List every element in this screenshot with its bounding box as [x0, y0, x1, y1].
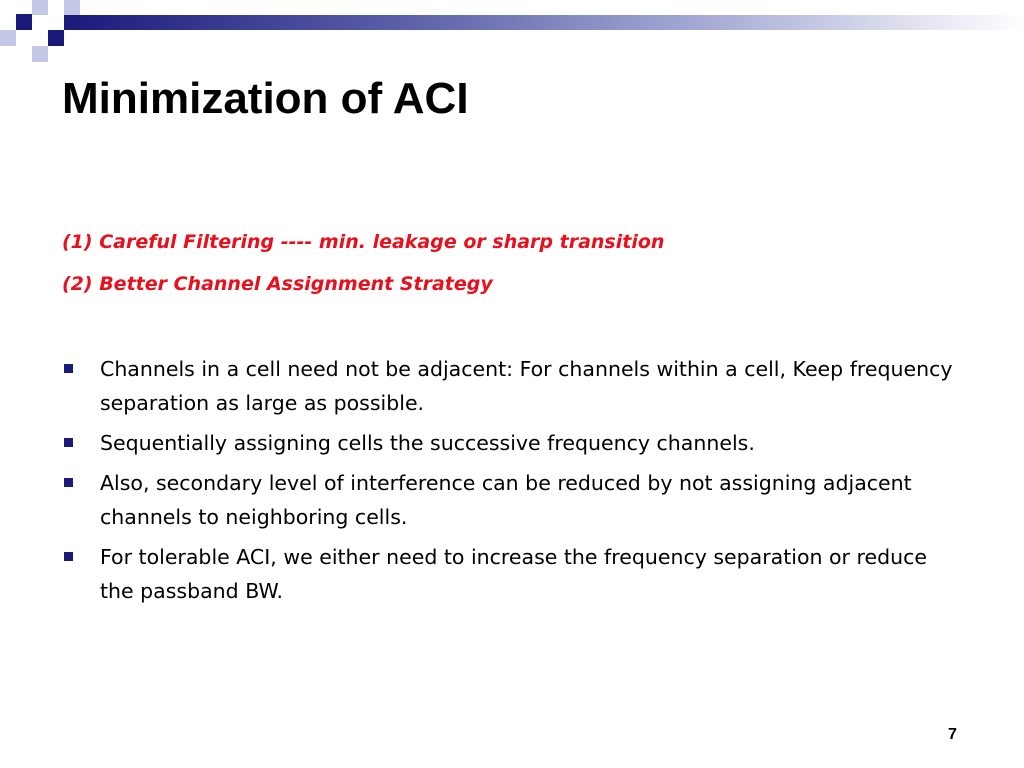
square-bullet-icon [64, 438, 73, 447]
highlight-line-2: (2) Better Channel Assignment Strategy [62, 273, 493, 295]
corner-square-icon [16, 14, 32, 30]
bullet-list [62, 352, 962, 614]
bullet-item [62, 540, 962, 608]
header-gradient-bar [64, 15, 1024, 30]
bullet-text: Sequentially assigning cells the successive frequency channels. [100, 431, 755, 455]
bullet-text: Channels in a cell need not be adjacent: For channels within a cell, Keep frequency separation as large as possible. [100, 357, 953, 415]
corner-square-icon [48, 30, 64, 46]
bullet-text: Also, secondary level of interference can be reduced by not assigning adjacent channels to neighboring cells. [100, 471, 912, 529]
bullet-item [62, 426, 962, 460]
square-bullet-icon [64, 552, 73, 561]
bullet-item [62, 352, 962, 420]
slide-title: Minimization of ACI [62, 74, 469, 123]
corner-square-icon [32, 46, 48, 62]
page-number: 7 [948, 726, 957, 743]
corner-square-icon [0, 30, 16, 46]
square-bullet-icon [64, 478, 73, 487]
bullet-text: For tolerable ACI, we either need to increase the frequency separation or reduce the passband BW. [100, 545, 927, 603]
highlight-line-1: (1) Careful Filtering ---- min. leakage or sharp transition [62, 231, 665, 253]
square-bullet-icon [64, 364, 73, 373]
corner-square-icon [64, 0, 80, 15]
bullet-item [62, 466, 962, 534]
corner-square-icon [32, 0, 48, 15]
